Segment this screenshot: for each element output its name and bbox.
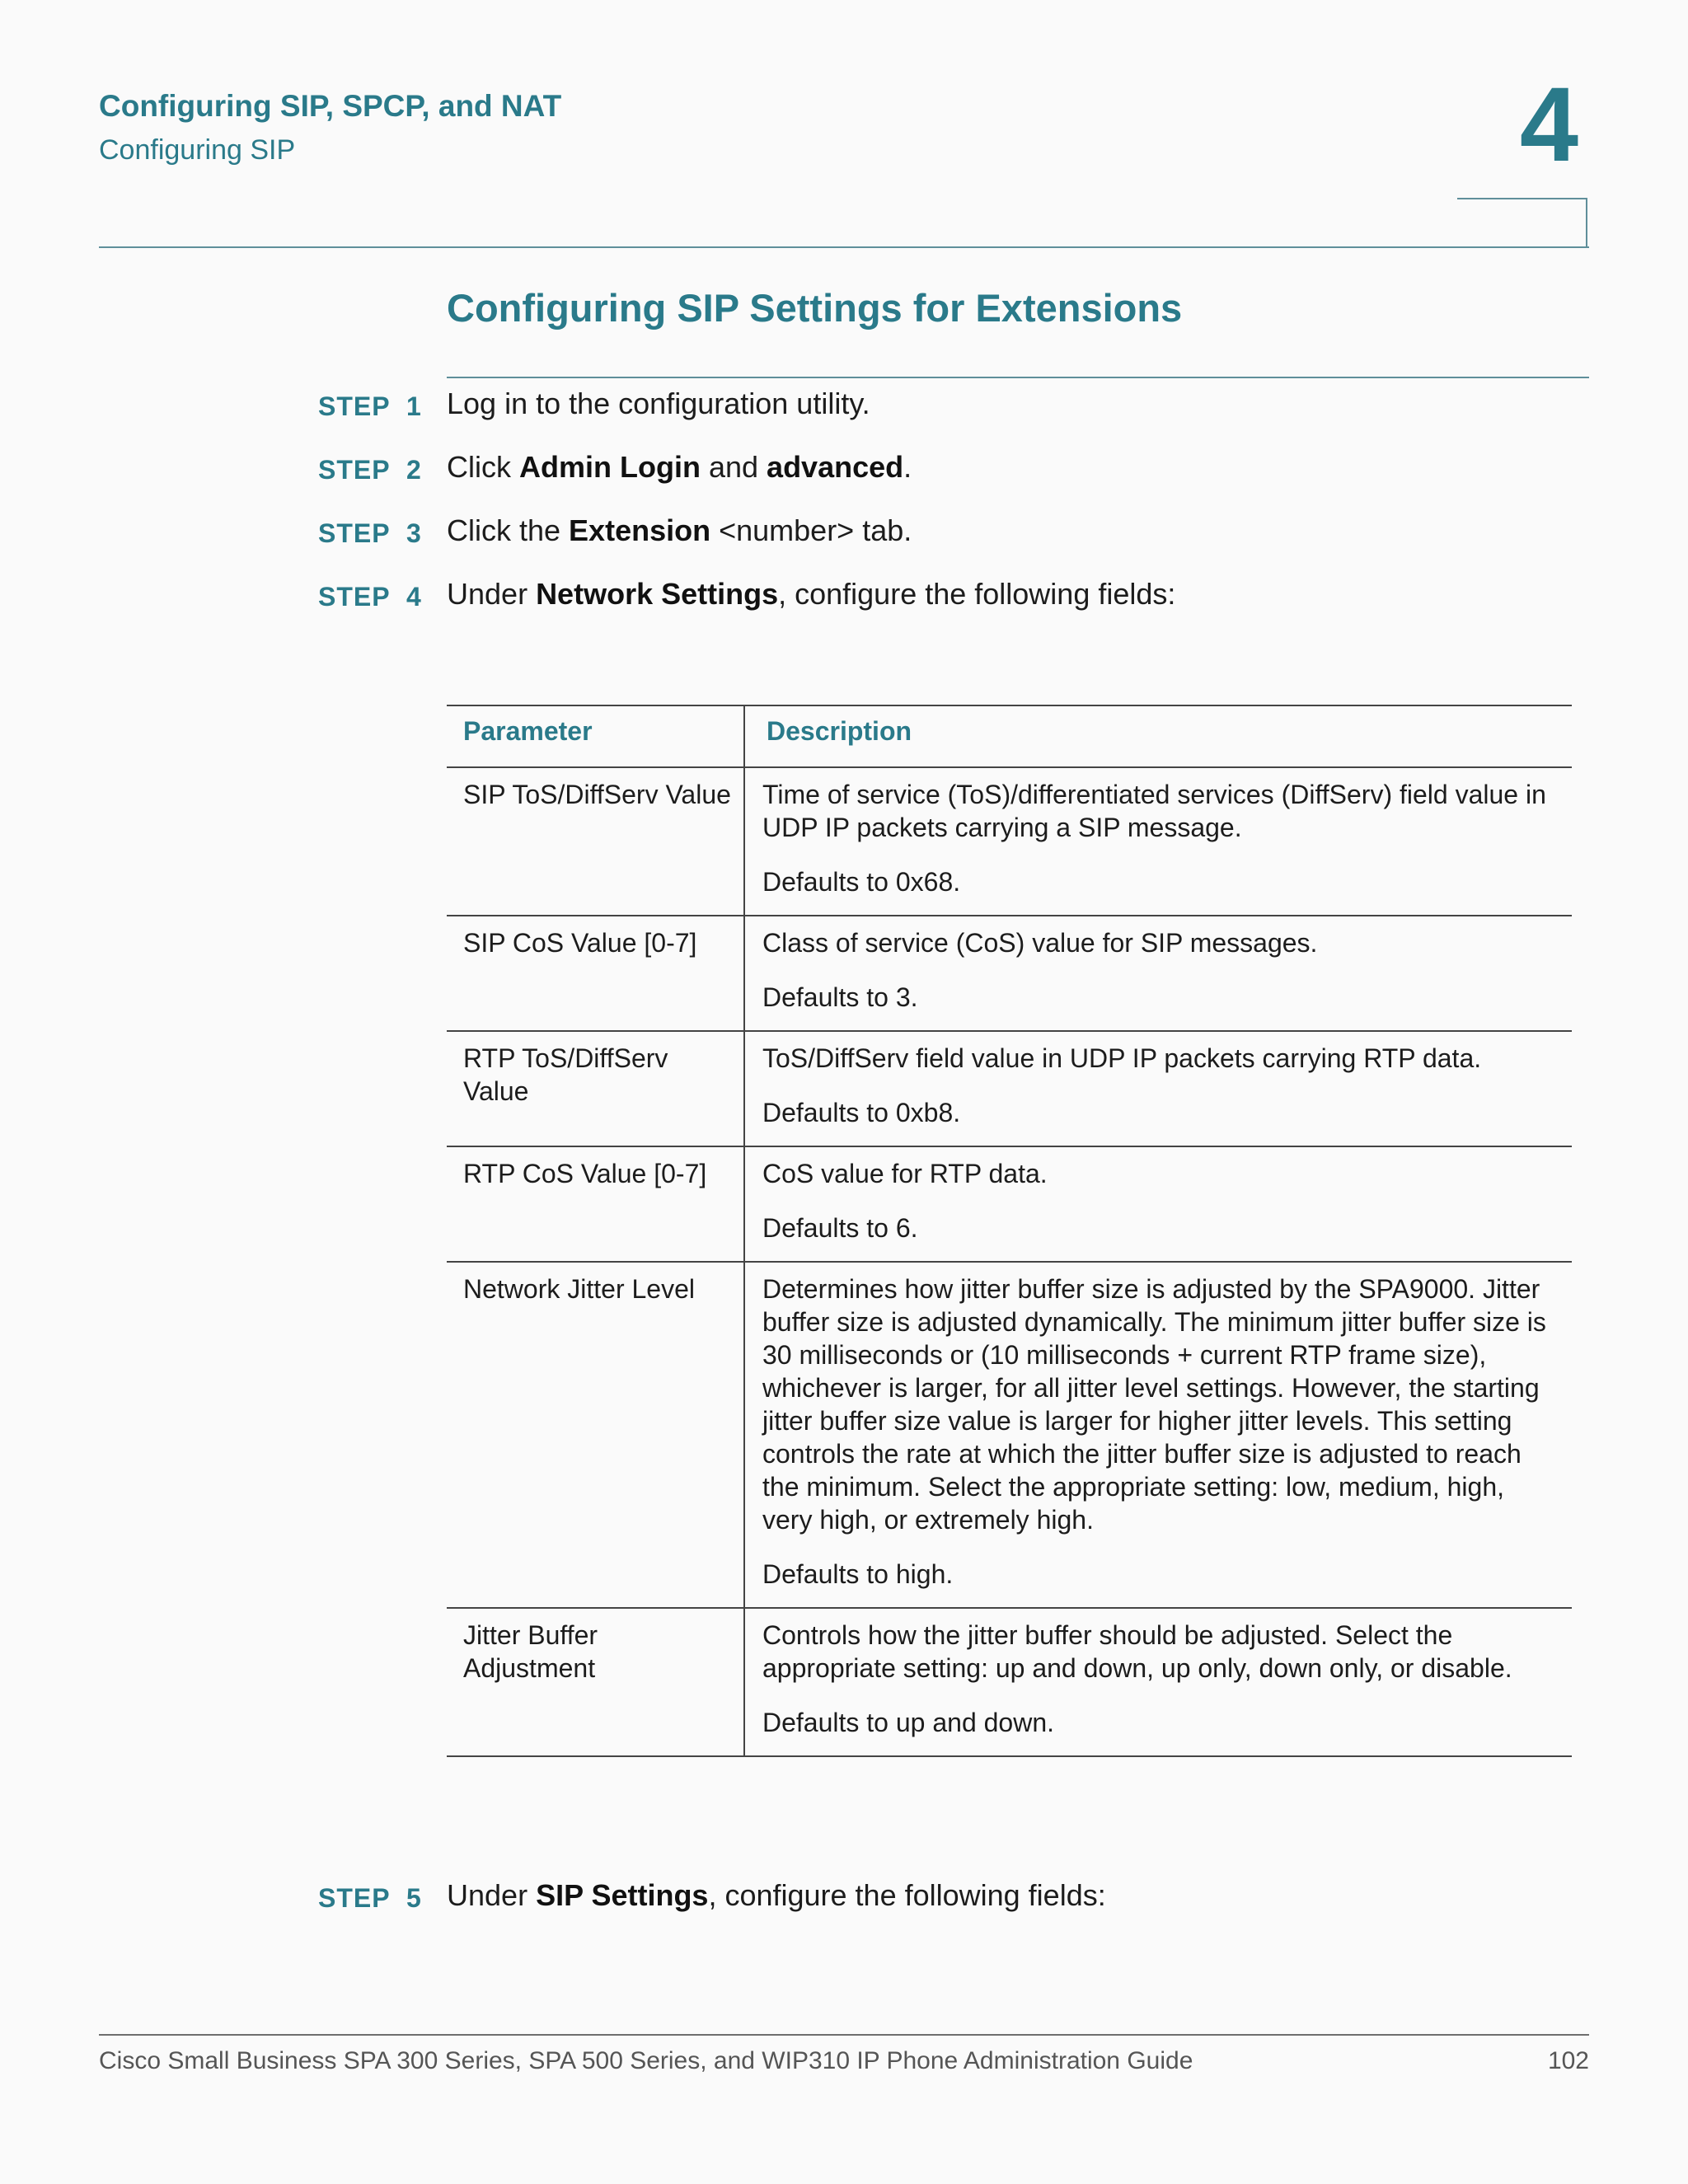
table-row [447, 768, 1572, 916]
ui-term-advanced: advanced [767, 450, 904, 484]
header-parameter: Parameter [463, 716, 593, 746]
step-1 [318, 387, 1587, 428]
step-label: STEP [318, 455, 391, 485]
description-text: Time of service (ToS)/differentiated services (DiffServ) field value in UDP IP packets carrying a SIP message. [762, 780, 1546, 842]
description-text: ToS/DiffServ field value in UDP IP packets carrying RTP data. [762, 1043, 1482, 1073]
default-text: Defaults to up and down. [762, 1708, 1055, 1737]
step-text-part: Under [447, 1878, 537, 1912]
ui-term-sip-settings: SIP Settings [536, 1878, 709, 1912]
table-row [447, 1032, 1572, 1147]
step-text-part: , configure the following fields: [778, 577, 1176, 611]
section-rule [447, 377, 1589, 378]
column-divider [743, 916, 745, 1030]
chapter-number: 4 [1519, 66, 1578, 184]
description-text: CoS value for RTP data. [762, 1159, 1048, 1188]
header-description: Description [767, 716, 912, 746]
footer-rule [99, 2034, 1589, 2036]
step-4 [318, 577, 1587, 618]
description-cell [762, 916, 1554, 1030]
step-label: STEP [318, 391, 391, 421]
ui-term-admin-login: Admin Login [519, 450, 701, 484]
section-subtitle: Configuring SIP [99, 134, 296, 166]
step-text [447, 513, 912, 548]
description-text: Controls how the jitter buffer should be adjusted. Select the appropriate setting: up and down, up only, down only, or disable. [762, 1620, 1512, 1683]
parameter-cell: RTP CoS Value [0-7] [463, 1159, 707, 1188]
step-label: STEP [318, 582, 391, 612]
table-row [447, 1263, 1572, 1609]
step-text-part: Click the [447, 513, 570, 547]
step-text-part: Log in to the configuration utility. [447, 387, 870, 420]
description-cell [762, 1147, 1554, 1261]
step-number: 3 [406, 518, 421, 548]
description-cell [762, 768, 1554, 915]
parameter-cell: RTP ToS/DiffServ Value [463, 1043, 668, 1106]
step-2 [318, 450, 1587, 491]
table-row [447, 916, 1572, 1032]
header-rule [99, 246, 1589, 248]
parameter-cell: Jitter Buffer Adjustment [463, 1620, 598, 1683]
parameter-cell: SIP CoS Value [0-7] [463, 928, 697, 958]
footer-guide-title: Cisco Small Business SPA 300 Series, SPA 500 Series, and WIP310 IP Phone Administration Guide [99, 2047, 1193, 2074]
table-row [447, 1147, 1572, 1263]
column-divider [743, 1263, 745, 1607]
ui-term-network-settings: Network Settings [536, 577, 779, 611]
table-header-row [447, 706, 1572, 768]
step-text [447, 1878, 1106, 1913]
step-text-part: <number> tab. [710, 513, 912, 547]
step-text [447, 577, 1175, 612]
parameter-table [447, 705, 1572, 1757]
step-label: STEP [318, 518, 391, 548]
step-label: STEP [318, 1883, 391, 1913]
column-divider [743, 1147, 745, 1261]
default-text: Defaults to 0xb8. [762, 1098, 961, 1127]
description-text: Determines how jitter buffer size is adjusted by the SPA9000. Jitter buffer size is adjusted dynamically. The minimum jitter buffer size is 30 milliseconds or (10 milliseconds + current RTP frame size), whichever is larger, for all jitter level settings. However, the starting jitter buffer size value is larger for higher jitter levels. This setting controls the rate at which the jitter buffer size is adjusted to reach the minimum. Select the appropriate setting: low, medium, high, very high, or extremely high. [762, 1274, 1546, 1535]
default-text: Defaults to 0x68. [762, 867, 961, 897]
chapter-title: Configuring SIP, SPCP, and NAT [99, 89, 562, 123]
description-text: Class of service (CoS) value for SIP messages. [762, 928, 1318, 958]
step-text-part: Click [447, 450, 519, 484]
column-divider [743, 1032, 745, 1146]
description-cell [762, 1609, 1554, 1755]
step-3 [318, 513, 1587, 555]
default-text: Defaults to 6. [762, 1213, 918, 1243]
step-text [447, 387, 870, 421]
description-cell [762, 1032, 1554, 1146]
parameter-cell: Network Jitter Level [463, 1274, 695, 1304]
parameter-cell: SIP ToS/DiffServ Value [463, 780, 731, 809]
ui-term-extension: Extension [569, 513, 711, 547]
chapter-tab-box [1457, 198, 1587, 246]
step-text-part: , configure the following fields: [708, 1878, 1106, 1912]
section-title: Configuring SIP Settings for Extensions [447, 286, 1183, 330]
column-divider [743, 768, 745, 915]
step-text-part: and [700, 450, 767, 484]
step-number: 5 [406, 1883, 421, 1913]
description-cell [762, 1263, 1554, 1607]
step-number: 1 [406, 391, 421, 421]
table-row [447, 1609, 1572, 1757]
page-number: 102 [1547, 2047, 1589, 2074]
default-text: Defaults to high. [762, 1559, 954, 1589]
column-divider [743, 1609, 745, 1755]
step-5 [318, 1878, 1587, 1919]
step-number: 4 [406, 582, 421, 612]
step-number: 2 [406, 455, 421, 485]
column-divider [743, 706, 745, 766]
step-text-part: Under [447, 577, 537, 611]
default-text: Defaults to 3. [762, 982, 918, 1012]
step-text-part: . [903, 450, 912, 484]
step-text [447, 450, 912, 485]
